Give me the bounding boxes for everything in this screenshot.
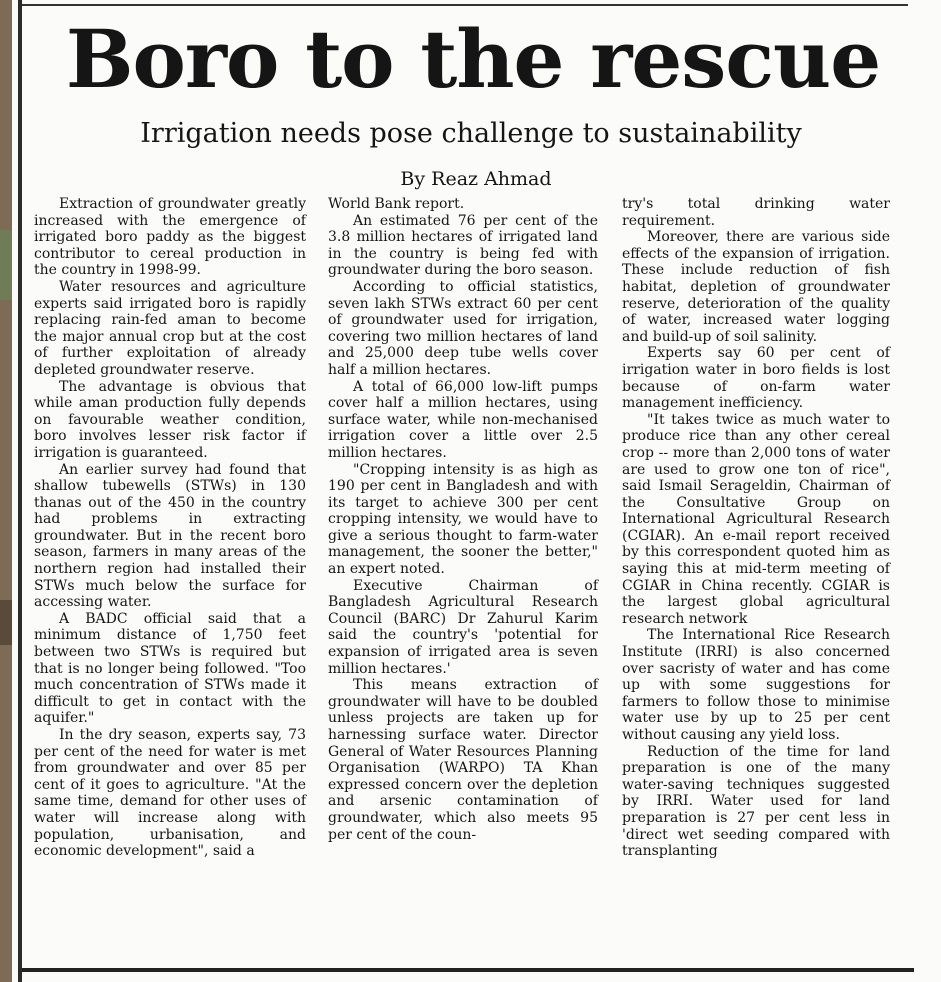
news-article — [26, 0, 916, 968]
paragraph: This means extraction of groundwater will have to be doubled unless projects are taken up for harnessing surface water. Director General of Water Resources Planning Organisation (WARPO) TA Khan expressed concern over the depletion and arsenic contamination of groundwater, which also meets 95 per cent of the coun- — [328, 677, 598, 843]
paragraph: An earlier survey had found that shallow tubewells (STWs) in 130 thanas out of the 450 in the country had problems in extracting groundwater. But in the recent boro season, farmers in many areas of the northern region had installed their STWs much below the surface for accessing water. — [34, 461, 306, 611]
headline: Boro to the rescue — [65, 12, 881, 106]
article-column-2 — [328, 196, 598, 843]
paragraph: Executive Chairman of Bangladesh Agricultural Research Council (BARC) Dr Zahurul Karim said the country's 'potential for expansion of irrigated area is seven million hectares.' — [328, 577, 598, 677]
column-rule-left — [18, 0, 22, 982]
paragraph: An estimated 76 per cent of the 3.8 million hectares of irrigated land in the country is being fed with groundwater during the boro season. — [328, 212, 598, 279]
byline: By Reaz Ahmad — [400, 168, 552, 190]
paragraph: According to official statistics, seven lakh STWs extract 60 per cent of groundwater used for irrigation, covering two million hectares of land and 25,000 deep tube wells cover half a million hectares. — [328, 278, 598, 378]
continued-paragraph: try's total drinking water requirement. — [622, 196, 890, 229]
paragraph: Extraction of groundwater greatly increased with the emergence of irrigated boro paddy as the biggest contributor to cereal production in the country in 1998-99. — [34, 196, 306, 279]
paragraph: Reduction of the time for land preparation is one of the many water-saving techniques suggested by IRRI. Water used for land preparation is 27 per cent less in 'direct wet seeding compared with transplanting — [622, 743, 890, 860]
article-column-3 — [622, 196, 890, 860]
paragraph: In the dry season, experts say, 73 per cent of the need for water is met from groundwater and over 85 per cent of it goes to agriculture. "At the same time, demand for other uses of water will increase along with population, urbanisation, and economic development", said a — [34, 727, 306, 860]
paragraph: "It takes twice as much water to produce rice than any other cereal crop -- more than 2,000 tons of water are used to grow one ton of rice", said Ismail Serageldin, Chairman of the Consultative Group on International Agricultural Research (CGIAR). An e-mail report received by this correspondent quoted him as saying this at mid-term meeting of CGIAR in China recently. CGIAR is the largest global agricultural research network — [622, 411, 890, 627]
subheadline: Irrigation needs pose challenge to sustainability — [140, 118, 802, 149]
adjacent-page-edge — [0, 0, 12, 982]
continued-paragraph: World Bank report. — [328, 196, 465, 212]
paragraph: The International Rice Research Institute (IRRI) is also concerned over sacristy of water and has come up with some suggestions for farmers to follow those to minimise water use by up to 25 per cent without causing any yield loss. — [622, 627, 890, 743]
paragraph: Water resources and agriculture experts said irrigated boro is rapidly replacing rain-fed aman to become the major annual crop but at the cost of further exploitation of already depleted groundwater reserve. — [34, 278, 306, 378]
article-column-1 — [34, 196, 306, 860]
paragraph: A BADC official said that a minimum distance of 1,750 feet between two STWs is required but that is no longer being followed. "Too much concentration of STWs made it difficult to get in contact with the aquifer." — [34, 610, 306, 727]
paragraph: A total of 66,000 low-lift pumps cover half a million hectares, using surface water, while non-mechanised irrigation cover a little over 2.5 million hectares. — [328, 378, 598, 461]
paragraph: Moreover, there are various side effects of the expansion of irrigation. These include reduction of fish habitat, depletion of groundwater reserve, deterioration of the quality of water, increased water logging and build-up of soil salinity. — [622, 229, 890, 345]
paragraph: Experts say 60 per cent of irrigation water in boro fields is lost because of on-farm water management inefficiency. — [622, 345, 890, 412]
paragraph: "Cropping intensity is as high as 190 per cent in Bangladesh and with its target to achieve 300 per cent cropping intensity, we would have to give a serious thought to farm-water management, the sooner the better," an expert noted. — [328, 461, 598, 578]
paragraph: The advantage is obvious that while aman production fully depends on favourable weather condition, boro involves lesser risk factor if irrigation is guaranteed. — [34, 378, 306, 461]
bottom-rule — [22, 968, 914, 972]
